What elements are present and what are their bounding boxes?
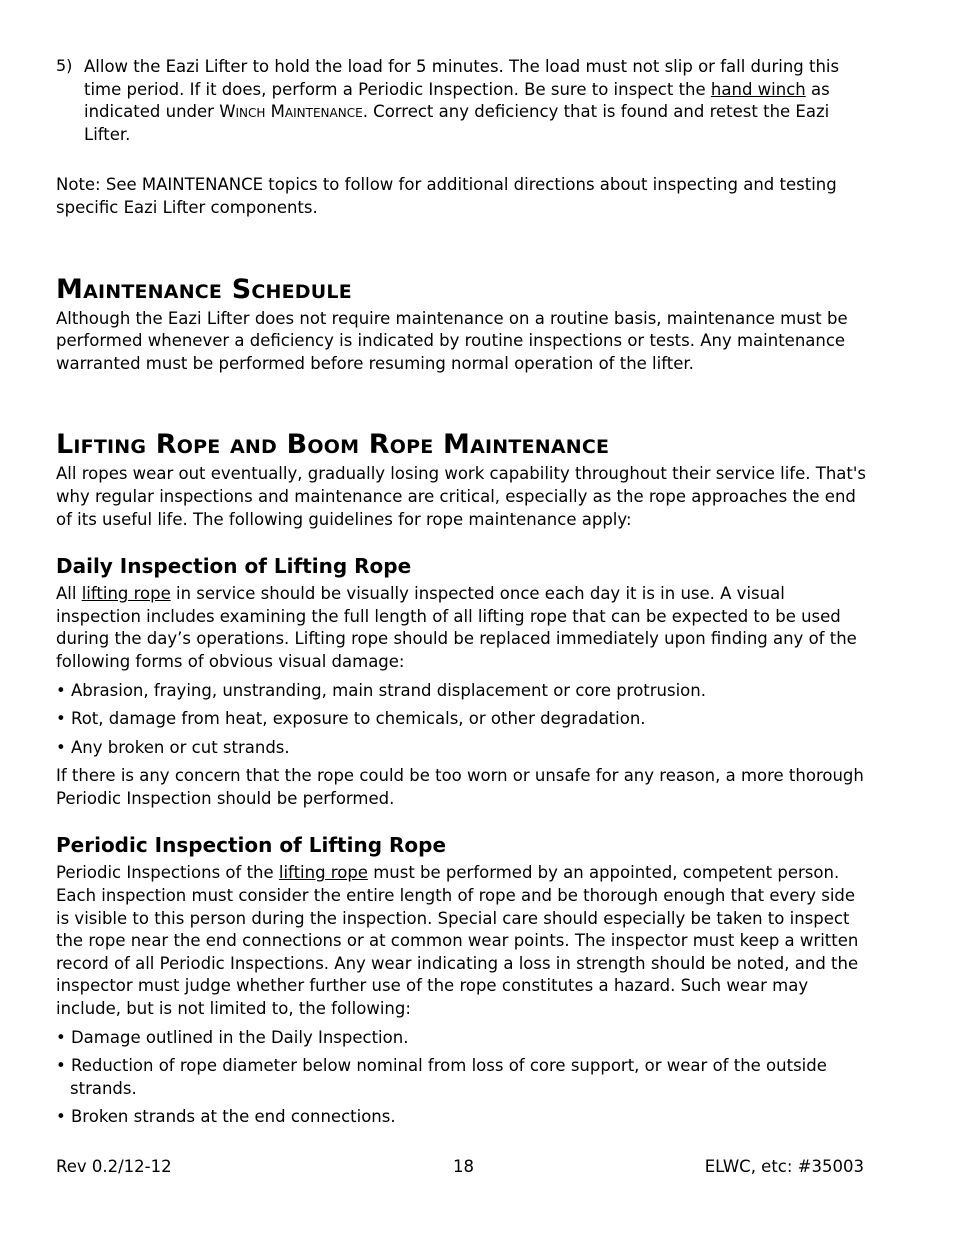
lifting-rope-link[interactable]: lifting rope xyxy=(278,863,368,883)
daily-bullet-3: • Any broken or cut strands. xyxy=(56,737,290,757)
periodic-inspection-heading: Periodic Inspection of Lifting Rope xyxy=(56,833,447,858)
periodic-bullet-3: • Broken strands at the end connections. xyxy=(56,1107,396,1127)
hand-winch-link[interactable]: hand winch xyxy=(710,79,806,99)
winch-maintenance-ref: Winch Maintenance xyxy=(219,102,363,122)
note-paragraph: Note: See MAINTENANCE topics to follow for additional directions about inspecting and testing specific Eazi Lifter components. xyxy=(56,175,837,217)
periodic-bullet-2: • Reduction of rope diameter below nominal from loss of core support, or wear of the outside strands. xyxy=(56,1056,827,1098)
step-5-text-c: . Correct any deficiency that is found and retest the Eazi Lifter. xyxy=(84,102,830,144)
page-number: 18 xyxy=(453,1157,474,1176)
rope-maintenance-intro: All ropes wear out eventually, gradually losing work capability throughout their service life. That's why regular inspections and maintenance are critical, especially as the rope approaches the end of its useful life. The following guidelines for rope maintenance apply: xyxy=(56,464,866,529)
step-5-text xyxy=(84,56,866,146)
daily-inspection-closing: If there is any concern that the rope could be too worn or unsafe for any reason, a more thorough Periodic Inspection should be performed. xyxy=(56,766,864,808)
step-5 xyxy=(56,56,866,146)
daily-inspection-heading: Daily Inspection of Lifting Rope xyxy=(56,554,412,579)
rope-maintenance-heading: Lifting Rope and Boom Rope Maintenance xyxy=(56,429,610,461)
document-number: ELWC, etc: #35003 xyxy=(704,1157,864,1176)
maintenance-schedule-heading: Maintenance Schedule xyxy=(56,273,352,305)
periodic-text-b: must be performed by an appointed, competent person. Each inspection must consider the entire length of rope and be thorough enough that every side is visible to this person during the inspection. Special care should especially be taken to inspect the rope near the end connections or at common wear points. The inspector must keep a written record of all Periodic Inspections. Any wear indicating a loss in strength should be noted, and the inspector must judge whether further use of the rope constitutes a hazard. Such wear may include, but is not limited to, the following: xyxy=(56,863,859,1019)
daily-bullet-1: • Abrasion, fraying, unstranding, main strand displacement or core protrusion. xyxy=(56,680,706,700)
periodic-text-a: Periodic Inspections of the xyxy=(56,863,279,883)
maintenance-schedule-body: Although the Eazi Lifter does not require maintenance on a routine basis, maintenance must be performed whenever a deficiency is indicated by routine inspections or tests. Any maintenance warranted must be performed before resuming normal operation of the lifter. xyxy=(56,308,848,373)
daily-text-a: All xyxy=(56,584,82,604)
page-footer xyxy=(56,1157,864,1181)
step-5-text-b: as indicated under xyxy=(84,79,830,122)
revision-label: Rev 0.2/12-12 xyxy=(56,1157,172,1176)
periodic-bullet-1: • Damage outlined in the Daily Inspection. xyxy=(56,1027,409,1047)
daily-inspection-paragraph xyxy=(56,583,866,673)
daily-bullet-2: • Rot, damage from heat, exposure to chemicals, or other degradation. xyxy=(56,709,646,729)
step-5-text-a: Allow the Eazi Lifter to hold the load for 5 minutes. The load must not slip or fall during this time period. If it does, perform a Periodic Inspection. Be sure to inspect the xyxy=(84,57,840,99)
step-number: 5) xyxy=(56,56,73,75)
lifting-rope-link[interactable]: lifting rope xyxy=(81,584,171,604)
periodic-inspection-paragraph xyxy=(56,862,866,1020)
page-content xyxy=(56,56,866,1129)
daily-text-b: in service should be visually inspected once each day it is in use. A visual inspection includes examining the full length of all lifting rope that can be expected to be used during the day’s operations. Lifting rope should be replaced immediately upon finding any of the following forms of obvious visual damage: xyxy=(56,584,857,671)
